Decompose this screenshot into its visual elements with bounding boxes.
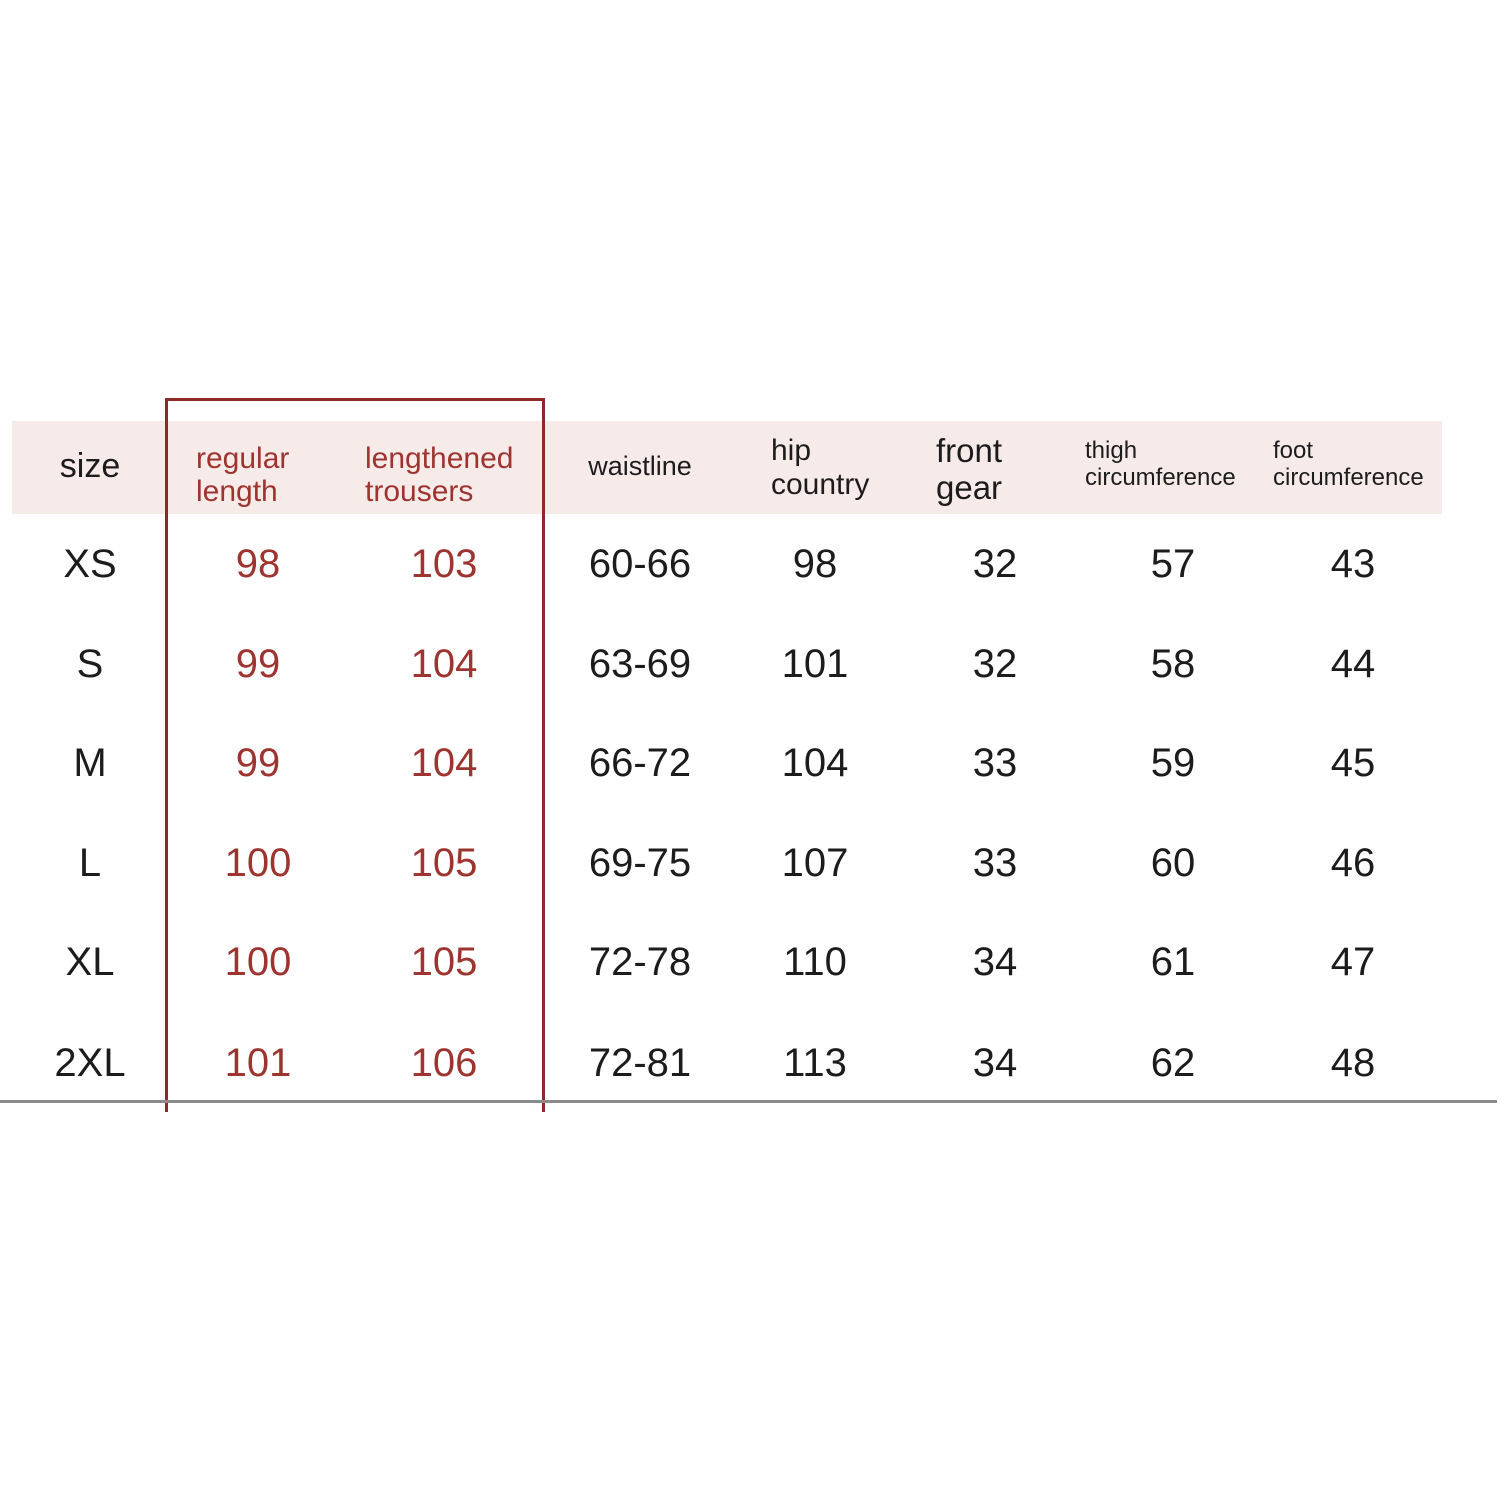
header-line: regular <box>196 442 290 475</box>
table-cell: 60 <box>1150 841 1196 885</box>
table-cell: 58 <box>1150 642 1196 686</box>
table-cell: 100 <box>224 940 292 984</box>
col-header-regular-length <box>196 442 289 508</box>
table-cell: 104 <box>410 642 478 686</box>
table-cell: 66-72 <box>588 741 692 785</box>
table-cell: 34 <box>972 940 1018 984</box>
table-cell: 61 <box>1150 940 1196 984</box>
table-cell: 104 <box>781 741 849 785</box>
table-cell: 107 <box>781 841 849 885</box>
table-cell: 45 <box>1330 741 1376 785</box>
table-cell: 110 <box>783 940 847 984</box>
table-cell: 60-66 <box>588 542 692 586</box>
header-line: lengthened <box>365 442 514 475</box>
table-cell: 57 <box>1150 542 1196 586</box>
table-cell: 101 <box>781 642 849 686</box>
header-line: foot <box>1273 437 1314 464</box>
table-cell: 47 <box>1330 940 1376 984</box>
table-cell: 63-69 <box>588 642 692 686</box>
header-line: gear <box>936 469 1003 506</box>
table-cell: 46 <box>1330 841 1376 885</box>
table-cell: 101 <box>224 1041 292 1085</box>
row-label: S <box>76 642 104 686</box>
table-cell: 34 <box>972 1041 1018 1085</box>
col-header-front-gear <box>936 432 1002 506</box>
header-line: circumference <box>1273 464 1424 491</box>
table-cell: 43 <box>1330 542 1376 586</box>
header-line: thigh <box>1085 437 1138 464</box>
col-header-lengthened-trousers <box>365 442 513 508</box>
table-bottom-divider <box>0 1100 1497 1103</box>
table-cell: 106 <box>410 1041 478 1085</box>
table-cell: 72-78 <box>588 940 692 984</box>
table-cell: 100 <box>224 841 292 885</box>
header-line: hip <box>771 434 812 467</box>
table-cell: 98 <box>792 542 838 586</box>
row-label: 2XL <box>54 1041 126 1085</box>
table-cell: 44 <box>1330 642 1376 686</box>
col-header-hip-country <box>771 434 869 502</box>
table-cell: 105 <box>410 841 478 885</box>
table-cell: 62 <box>1150 1041 1196 1085</box>
row-label: XS <box>63 542 117 586</box>
table-cell: 103 <box>410 542 478 586</box>
header-line: trousers <box>365 475 474 508</box>
table-cell: 32 <box>972 542 1018 586</box>
table-cell: 113 <box>783 1041 847 1085</box>
col-header-waistline: waistline <box>588 451 692 481</box>
table-cell: 33 <box>972 741 1018 785</box>
table-cell: 72-81 <box>588 1041 692 1085</box>
table-cell: 32 <box>972 642 1018 686</box>
table-cell: 104 <box>410 741 478 785</box>
table-cell: 48 <box>1330 1041 1376 1085</box>
row-label: XL <box>65 940 115 984</box>
row-label: L <box>78 841 102 885</box>
table-cell: 99 <box>235 642 281 686</box>
table-cell: 99 <box>235 741 281 785</box>
col-header-thigh-circumference <box>1085 437 1236 491</box>
table-cell: 69-75 <box>588 841 692 885</box>
table-cell: 98 <box>235 542 281 586</box>
table-cell: 105 <box>410 940 478 984</box>
table-cell: 59 <box>1150 741 1196 785</box>
col-header-foot-circumference <box>1273 437 1424 491</box>
col-header-size: size <box>59 447 121 485</box>
header-line: front <box>936 432 1003 469</box>
row-label: M <box>73 741 107 785</box>
table-cell: 33 <box>972 841 1018 885</box>
header-line: length <box>196 475 278 508</box>
header-line: country <box>771 468 870 501</box>
header-line: circumference <box>1085 464 1236 491</box>
